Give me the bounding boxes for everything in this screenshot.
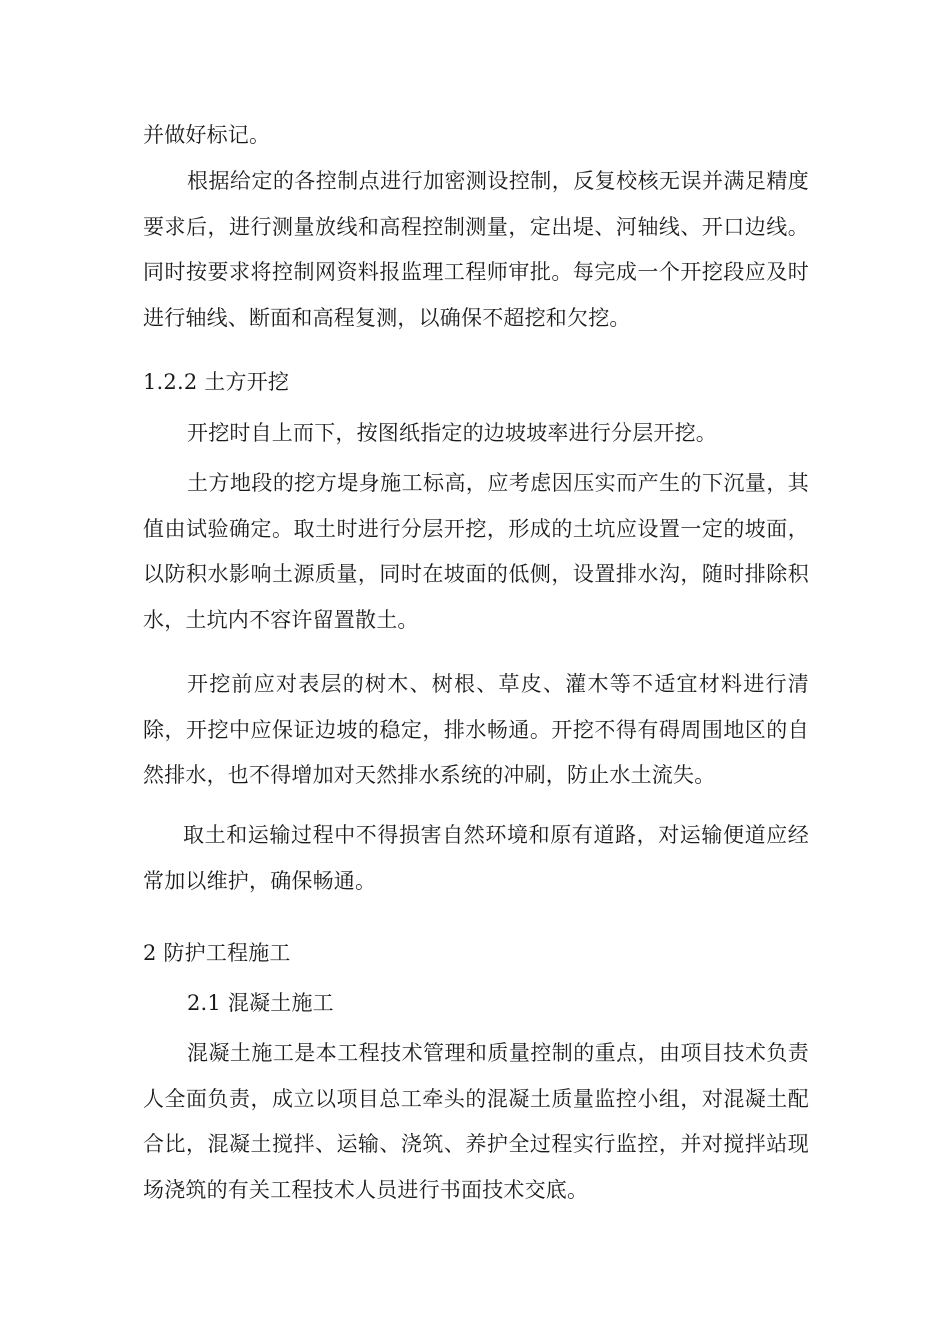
paragraph-survey-control: 根据给定的各控制点进行加密测设控制，反复校核无误并满足精度要求后，进行测量放线和高程控制测量，定出堤、河轴线、开口边线。同时按要求将控制网资料报监理工程师审批。每完成一个开挖段应及时进行轴线、断面和高程复测，以确保不超挖和欠挖。	[143, 169, 809, 330]
section-heading-earthwork-excavation: 1.2.2 土方开挖	[143, 370, 290, 394]
paragraph-clearing: 开挖前应对表层的树木、树根、草皮、灌木等不适宜材料进行清除，开挖中应保证边坡的稳定，排水畅通。开挖不得有碍周围地区的自然排水，也不得增加对天然排水系统的冲刷，防止水土流失。	[143, 672, 809, 788]
paragraph-continuation: 并做好标记。	[143, 123, 271, 147]
section-heading-protection-works: 2 防护工程施工	[143, 941, 291, 965]
paragraph-transport: 取土和运输过程中不得损害自然环境和原有道路，对运输便道应经常加以维护，确保畅通。	[143, 823, 809, 893]
subsection-heading-concrete: 2.1 混凝土施工	[187, 991, 334, 1015]
paragraph-excavation-order: 开挖时自上而下，按图纸指定的边坡坡率进行分层开挖。	[187, 421, 717, 445]
paragraph-concrete-quality: 混凝土施工是本工程技术管理和质量控制的重点，由项目技术负责人全面负责，成立以项目总工牵头的混凝土质量监控小组，对混凝土配合比，混凝土搅拌、运输、浇筑、养护全过程实行监控，并对搅拌站现场浇筑的有关工程技术人员进行书面技术交底。	[143, 1041, 809, 1202]
paragraph-fill-elevation: 土方地段的挖方堤身施工标高，应考虑因压实而产生的下沉量，其值由试验确定。取土时进行分层开挖，形成的土坑应设置一定的坡面，以防积水影响土源质量，同时在坡面的低侧，设置排水沟，随时排除积水，土坑内不容许留置散土。	[143, 471, 809, 632]
